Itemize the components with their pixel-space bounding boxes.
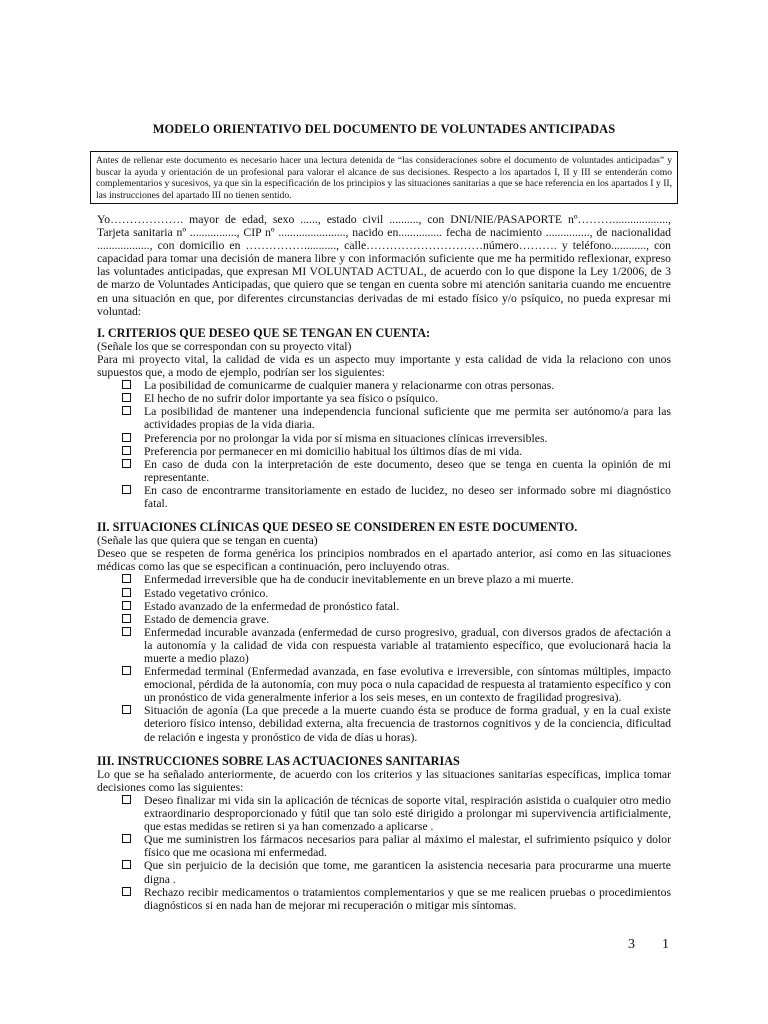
checklist-item — [122, 392, 671, 405]
checkbox[interactable] — [122, 446, 131, 455]
section-instructions — [97, 755, 671, 912]
checklist-item — [122, 613, 671, 626]
checklist-item-label: Preferencia por permanecer en mi domicilio habitual los últimos días de mi vida. — [144, 444, 523, 458]
page-number: 3 — [628, 937, 635, 952]
checklist-item — [122, 886, 671, 912]
checklist-item-label: Situación de agonía (La que precede a la muerte cuando ésta se produce de forma gradual, y en la cual existe deterioro físico intenso, debilidad externa, alta frecuencia de trastornos cognitivos y de la conciencia, dificultad de relación e ingesta y pronóstico de vida de días u horas). — [144, 704, 671, 744]
checklist-item-label: Estado vegetativo crónico. — [144, 586, 269, 600]
checklist — [97, 573, 671, 743]
section-note: (Señale los que se correspondan con su proyecto vital) — [97, 339, 352, 353]
checklist-item-label: La posibilidad de comunicarme de cualquier manera y relacionarme con otras personas. — [144, 379, 555, 393]
checklist-item — [122, 484, 671, 510]
checklist-item-label: Preferencia por no prolongar la vida por sí misma en situaciones clínicas irreversibles. — [144, 431, 548, 445]
notice-box: Antes de rellenar este documento es necesario hacer una lectura detenida de “las consideraciones sobre el documento de voluntades anticipadas” y buscar la ayuda y orientación de un profesional para valorar el alcance de sus decisiones. Respecto a los apartados I, II y III se entenderán como complementarios y sucesivos, ya que sin la especificación de los principios y las situaciones sanitarias a que se hace referencia en los apartados I y II, las instrucciones del apartado III no tienen sentido. — [90, 151, 678, 204]
checkbox[interactable] — [122, 834, 131, 843]
checkbox[interactable] — [122, 406, 131, 415]
checkbox[interactable] — [122, 887, 131, 896]
checkbox[interactable] — [122, 459, 131, 468]
intro-paragraph: Yo………………. mayor de edad, sexo ......, estado civil .........., con DNI/NIE/PASAPORTE nº………..................., Tarjeta sanitaria nº ................, CIP nº ......................., nacido en............... fecha de nacimiento ..............., de nacionalidad .................., con domicilio en ……………..........., calle…………………………número………. y teléfono............, con capacidad para tomar una decisión de manera libre y con información suficiente que me ha permitido reflexionar, expreso las voluntades anticipadas, que expresan MI VOLUNTAD ACTUAL, de acuerdo con lo que dispone la Ley 1/2006, de 3 de marzo de Voluntades Anticipadas, que quiero que se tengan en cuenta sobre mi atención sanitaria cuando me encuentre en una situación en que, por diferentes circunstancias derivadas de mi estado físico y/o psíquico, no pueda expresar mi voluntad: — [97, 213, 671, 318]
checklist-item — [122, 432, 671, 445]
checklist-item — [122, 573, 671, 586]
checklist-item — [122, 379, 671, 392]
checklist-item-label: En caso de duda con la interpretación de este documento, deseo que se tenga en cuenta la opinión de mi representante. — [144, 457, 671, 484]
checklist-item-label: Enfermedad terminal (Enfermedad avanzada, en fase evolutiva e irreversible, con síntomas múltiples, impacto emocional, pérdida de la autonomía, con muy poca o nula capacidad de respuesta al tratamiento específico y con un pronóstico de vida generalmente inferior a los seis meses, en un contexto de fragilidad progresiva). — [144, 665, 671, 705]
section-clinical-situations — [97, 521, 671, 744]
checkbox[interactable] — [122, 860, 131, 869]
checkbox[interactable] — [122, 601, 131, 610]
checklist-item-label: Rechazo recibir medicamentos o tratamientos complementarios y que se me realicen pruebas o procedimientos diagnósticos si en nada han de mejorar mi recuperación o mitigar mis síntomas. — [144, 885, 671, 912]
checklist-item-label: La posibilidad de mantener una independencia funcional suficiente que me permita ser autónomo/a para las actividades propias de la vida diaria. — [144, 405, 671, 432]
checklist-item-label: Estado avanzado de la enfermedad de pronóstico fatal. — [144, 599, 400, 613]
checklist-item-label: Estado de demencia grave. — [144, 612, 270, 626]
checklist-item — [122, 587, 671, 600]
checklist-item — [122, 833, 671, 859]
checklist-item — [122, 665, 671, 704]
section-note: (Señale las que quiera que se tengan en cuenta) — [97, 534, 318, 548]
checklist-item — [122, 445, 671, 458]
section-lead: Para mi proyecto vital, la calidad de vida es un aspecto muy importante y esta calidad de vida la relaciono con unos supuestos que, a modo de ejemplo, podrían ser los siguientes: — [97, 352, 671, 380]
checklist-item-label: Enfermedad irreversible que ha de conducir inevitablemente en un breve plazo a mi muerte. — [144, 573, 574, 587]
document-title: MODELO ORIENTATIVO DEL DOCUMENTO DE VOLUNTADES ANTICIPADAS — [152, 122, 616, 136]
document-body — [97, 213, 671, 923]
checkbox[interactable] — [122, 588, 131, 597]
checklist — [97, 379, 671, 510]
section-heading: I. CRITERIOS QUE DESEO QUE SE TENGAN EN CUENTA: — [97, 325, 431, 340]
checklist-item-label: En caso de encontrarme transitoriamente en estado de lucidez, no deseo ser informado sobre mi diagnóstico fatal. — [144, 483, 671, 510]
checklist-item — [122, 626, 671, 665]
checklist-item — [122, 600, 671, 613]
checklist-item — [122, 405, 671, 431]
section-lead: Deseo que se respeten de forma genérica los principios nombrados en el apartado anterior, así como en las situaciones médicas como las que se especifican a continuación, pero incluyendo otras. — [97, 547, 671, 574]
section-lead: Lo que se ha señalado anteriormente, de acuerdo con los criterios y las situaciones sanitarias específicas, implica tomar decisiones como las siguientes: — [97, 767, 671, 794]
checkbox[interactable] — [122, 574, 131, 583]
section-heading: III. INSTRUCCIONES SOBRE LAS ACTUACIONES SANITARIAS — [97, 753, 460, 768]
checkbox[interactable] — [122, 666, 131, 675]
checkbox[interactable] — [122, 705, 131, 714]
checklist-item-label: Que me suministren los fármacos necesarios para paliar al máximo el malestar, el sufrimiento psíquico y dolor físico que me ocasiona mi enfermedad. — [144, 833, 671, 860]
checkbox[interactable] — [122, 485, 131, 494]
checklist-item-label: El hecho de no sufrir dolor importante ya sea físico o psíquico. — [144, 392, 439, 406]
section-criteria — [97, 327, 671, 510]
section-heading: II. SITUACIONES CLÍNICAS QUE DESEO SE CONSIDEREN EN ESTE DOCUMENTO. — [97, 520, 578, 535]
checklist — [97, 794, 671, 912]
checkbox[interactable] — [122, 393, 131, 402]
checkbox[interactable] — [122, 433, 131, 442]
checklist-item-label: Enfermedad incurable avanzada (enfermedad de curso progresivo, gradual, con diversos grados de afectación a la autonomía y la calidad de vida con respuesta variable al tratamiento específico, que evolucionará hacia la muerte a medio plazo) — [144, 625, 671, 665]
checklist-item — [122, 704, 671, 743]
checklist-item — [122, 458, 671, 484]
checkbox[interactable] — [122, 627, 131, 636]
checklist-item — [122, 859, 671, 885]
page-total: 1 — [662, 937, 669, 952]
checkbox[interactable] — [122, 380, 131, 389]
checklist-item — [122, 794, 671, 833]
checklist-item-label: Que sin perjuicio de la decisión que tome, me garanticen la asistencia necesaria para procurarme una muerte digna . — [144, 859, 671, 886]
checkbox[interactable] — [122, 614, 131, 623]
checklist-item-label: Deseo finalizar mi vida sin la aplicación de técnicas de soporte vital, respiración asistida o cualquier otro medio extraordinario desproporcionado y fútil que tan solo esté dirigido a prolongar mi supervivencia artificialmente, que estas medidas se retiren si ya han comenzado a aplicarse . — [144, 793, 671, 834]
checkbox[interactable] — [122, 795, 131, 804]
